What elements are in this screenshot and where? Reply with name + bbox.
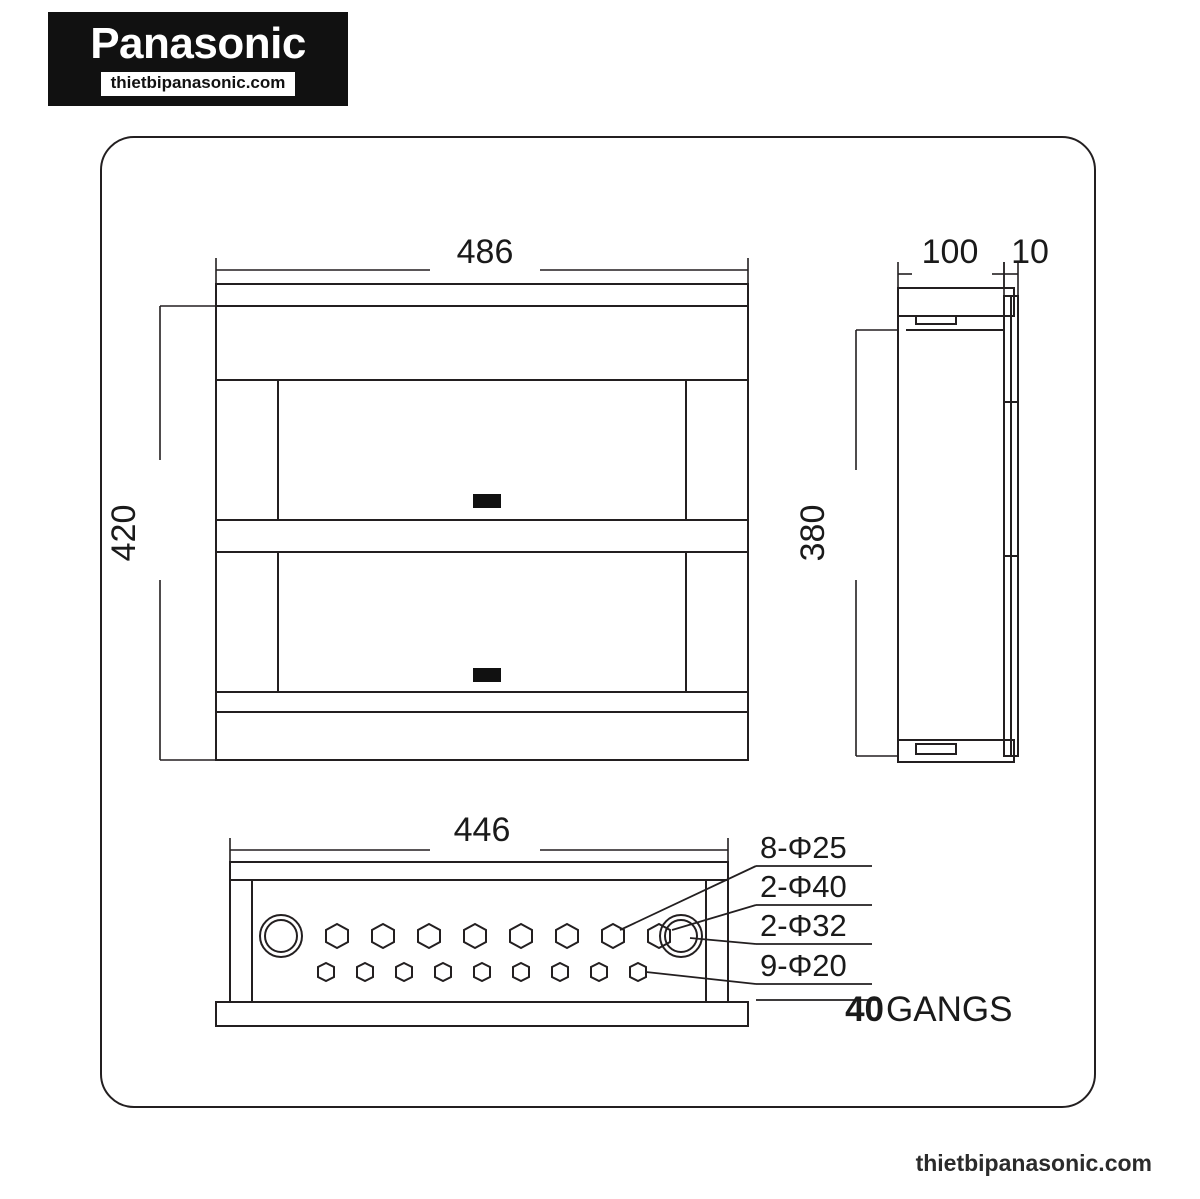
- panasonic-brand-badge: [48, 12, 348, 106]
- drawing-frame: [100, 136, 1096, 1108]
- callout-9-phi-20: 9-Φ20: [760, 948, 847, 983]
- side-height-label: 380: [794, 504, 832, 562]
- footer-watermark: thietbipanasonic.com: [915, 1150, 1152, 1176]
- side-depth-label: 100: [921, 233, 979, 271]
- gangs-unit: GANGS: [886, 990, 1013, 1029]
- bottom-width-label: 446: [453, 811, 511, 849]
- gangs-count: 40: [845, 990, 884, 1029]
- brand-name: Panasonic: [90, 19, 306, 69]
- front-height-label: 420: [105, 504, 143, 562]
- front-width-label: 486: [456, 233, 514, 271]
- callout-2-phi-32: 2-Φ32: [760, 908, 847, 943]
- callout-8-phi-25: 8-Φ25: [760, 830, 847, 865]
- side-lip-label: 10: [1011, 233, 1049, 271]
- callout-2-phi-40: 2-Φ40: [760, 869, 847, 904]
- brand-website: thietbipanasonic.com: [101, 72, 296, 96]
